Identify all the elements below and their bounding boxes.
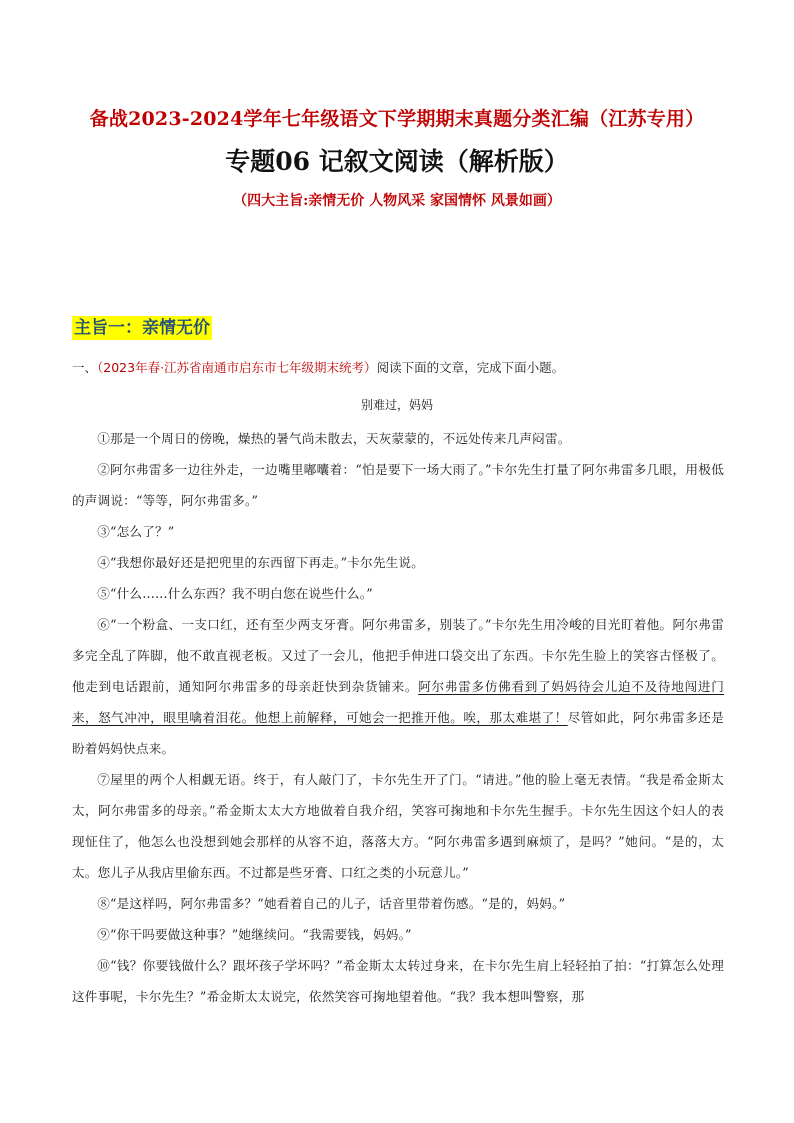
series-title: 备战2023-2024学年七年级语文下学期期末真题分类汇编（江苏专用） [89,108,705,130]
story-body [72,423,724,1012]
theme-subtitle: （四大主旨:亲情无价 人物风采 家国情怀 风景如画） [233,193,561,209]
paragraph-2: ②阿尔弗雷多一边往外走，一边嘴里嘟囔着：“怕是要下一场大雨了。”卡尔先生打量了阿尔弗雷多几眼，用极低的声调说：“等等，阿尔弗雷多。” [72,462,724,508]
question-source: （2023年春·江苏省南通市启东市七年级期末统考） [97,360,377,375]
section-heading: 主旨一：亲情无价 [74,318,210,338]
question-intro [72,358,732,376]
paragraph-9: ⑨“你干吗要做这种事？”她继续问。“我需要钱，妈妈。” [97,927,412,942]
paragraph-5: ⑤“什么……什么东西？我不明白您在说些什么。” [97,586,373,601]
paragraph-10: ⑩“钱？你要钱做什么？跟坏孩子学坏吗？”希金斯太太转过身来，在卡尔先生肩上轻轻拍了拍：“打算怎么处理这件事呢，卡尔先生？”希金斯太太说完，依然笑容可掬地望着他。“我？我本想叫警察，那 [72,958,724,1004]
question-number: 一、 [72,360,98,375]
question-instruction: 阅读下面的文章，完成下面小题。 [376,360,565,375]
topic-title: 专题06 记叙文阅读（解析版） [225,147,569,176]
paragraph-3: ③“怎么了？” [97,524,175,539]
story-title: 别难过，妈妈 [360,398,433,412]
paragraph-6 [72,609,724,764]
paragraph-6-text: ⑥“一个粉盒、一支口红，还有至少两支牙膏。阿尔弗雷多，别装了。”卡尔先生用冷峻的目光盯着他。阿尔弗雷多完全乱了阵脚，他不敢直视老板。又过了一会儿，他把手伸进口袋交出了东西。卡尔先生脸上的笑容古怪极了。他走到电话跟前，通知阿尔弗雷多的母亲赶快到杂货铺来。 [72,617,724,694]
paragraph-4: ④“我想你最好还是把兜里的东西留下再走。”卡尔先生说。 [97,555,425,570]
underlined-sentence: 阿尔弗雷多仿佛看到了妈妈待会儿迫不及待地闯进门来，怒气冲冲，眼里噙着泪花。他想上前解释，可她会一把推开他。唉，那太难堪了！ [72,679,724,725]
paragraph-6-end: 尽管如此，阿尔弗雷多还是盼着妈妈快点来。 [72,710,724,756]
paragraph-7: ⑦屋里的两个人相觑无语。终于，有人敲门了，卡尔先生开了门。“请进。”他的脸上毫无表情。“我是希金斯太太，阿尔弗雷多的母亲。”希金斯太太大方地做着自我介绍，笑容可掬地和卡尔先生握手。卡尔先生因这个妇人的表现怔住了，他怎么也没想到她会那样的从容不迫，落落大方。“阿尔弗雷多遇到麻烦了，是吗？”她问。“是的，太太。您儿子从我店里偷东西。不过都是些牙膏、口红之类的小玩意儿。” [72,772,724,880]
paragraph-8: ⑧“是这样吗，阿尔弗雷多？”她看着自己的儿子，话音里带着伤感。“是的，妈妈。” [97,896,566,911]
paragraph-1: ①那是一个周日的傍晚，燥热的暑气尚未散去，天灰蒙蒙的，不远处传来几声闷雷。 [97,431,571,446]
